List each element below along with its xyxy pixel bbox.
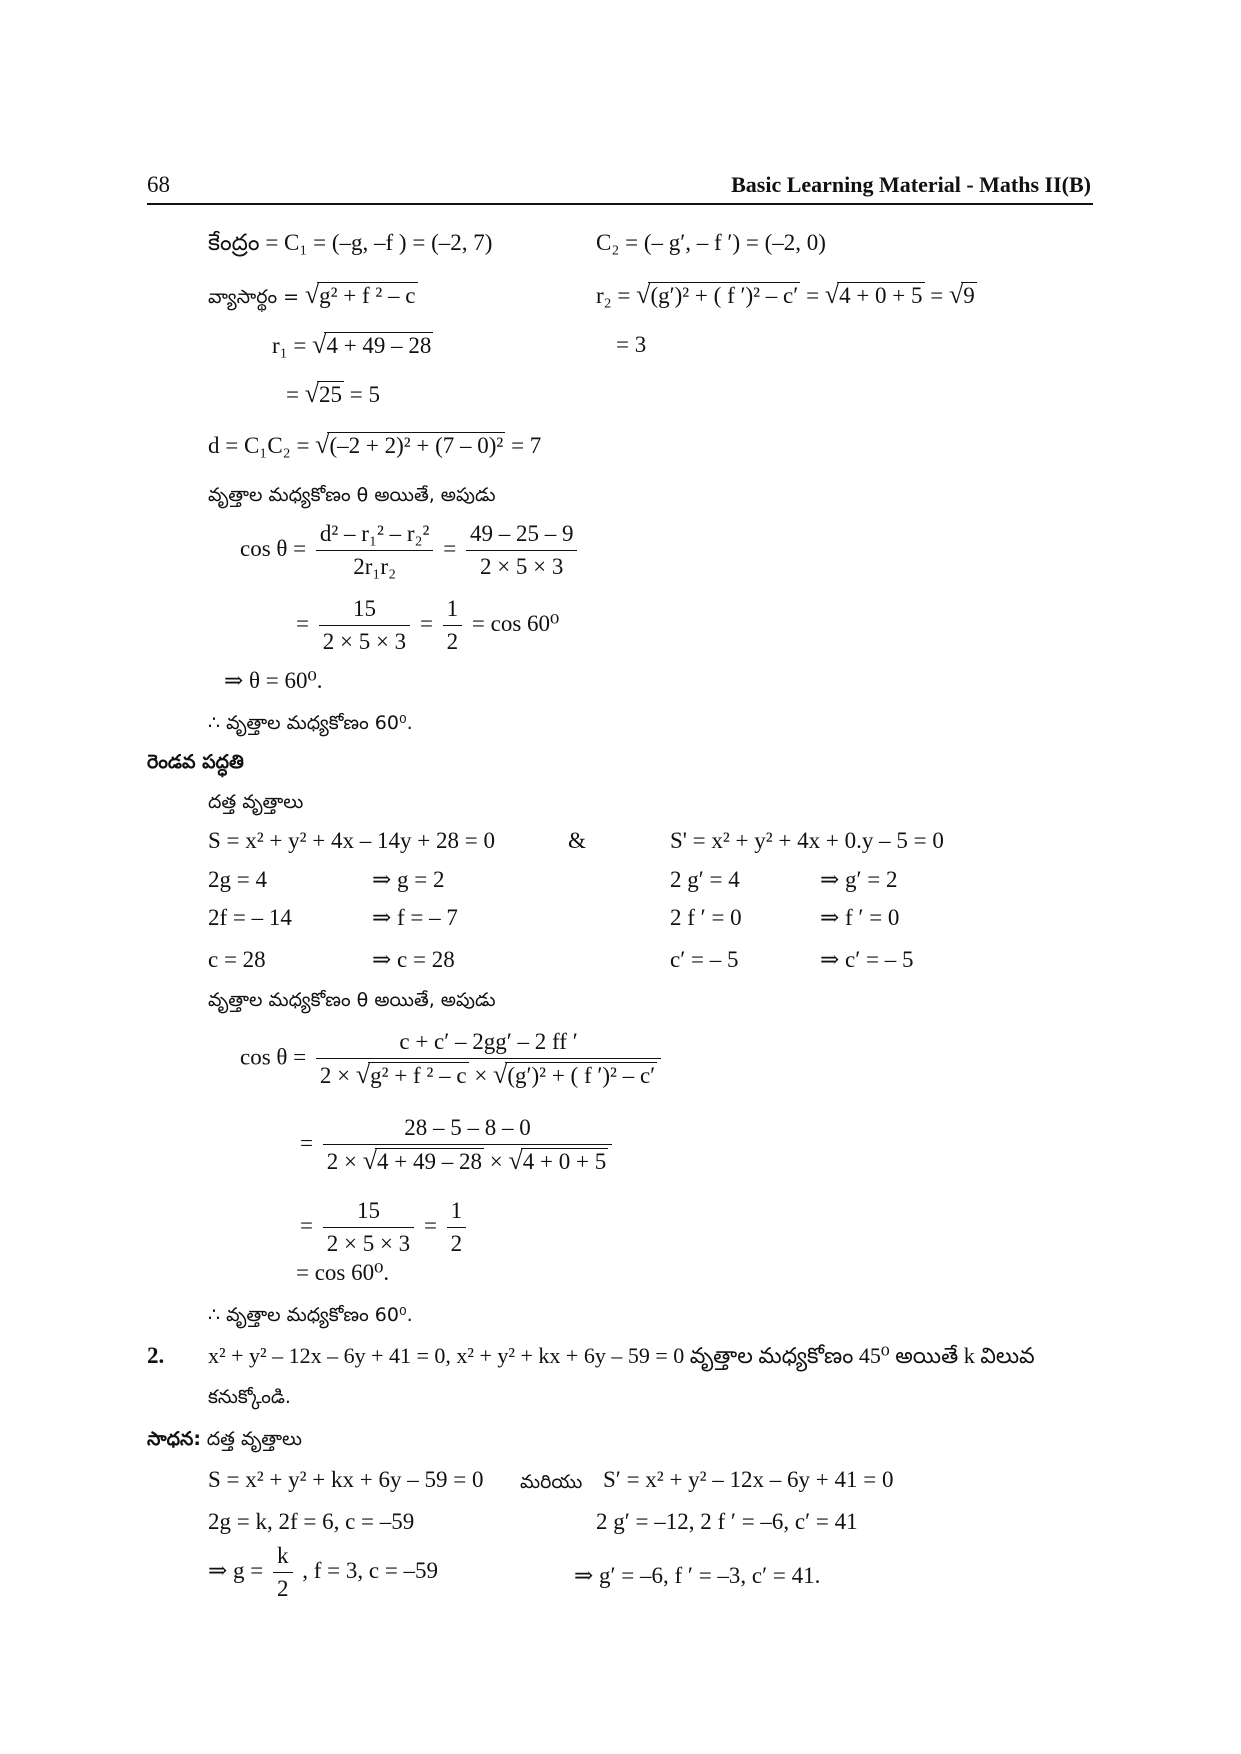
angle-intro-line: వృత్తాల మధ్యకోణం θ అయితే, అపుడు bbox=[208, 484, 496, 506]
g-prime-coefficient: 2 g′ = 4 bbox=[670, 867, 740, 892]
given-circles-label: దత్త వృత్తాలు bbox=[208, 791, 304, 813]
running-header-title: Basic Learning Material - Maths II(B) bbox=[731, 172, 1091, 197]
cos-formula-line: cos θ = $\frac{\text{d² – r₁² – r₂²}}{\text{2r₁r₂}}$ = $\frac{49 - 25 - 9}{2 \times 5 \times 3}$ bbox=[240, 520, 581, 581]
center-c2-line: C₂ = (– g′, – f ′) = (–2, 0) bbox=[596, 230, 826, 255]
solution-coefficients-s-prime: 2 g′ = –12, 2 f ′ = –6, c′ = 41 bbox=[596, 1509, 858, 1534]
distance-line: d = C₁C₂ = √(–2 + 2)² + (7 – 0)² = 7 bbox=[208, 430, 542, 459]
c-value: ⇒ c = 28 bbox=[372, 947, 455, 972]
radius-r1-result: = √25 = 5 bbox=[286, 379, 380, 408]
g-coefficient: 2g = 4 bbox=[208, 867, 267, 892]
solution-circle-s: S = x² + y² + kx + 6y – 59 = 0 bbox=[208, 1467, 484, 1492]
solution-circle-s-prime: S′ = x² + y² – 12x – 6y + 41 = 0 bbox=[603, 1467, 894, 1492]
header-rule bbox=[147, 203, 1093, 205]
conclusion-line-1: ∴ వృత్తాల మధ్యకోణం 60⁰. bbox=[208, 712, 413, 734]
question-text: x² + y² – 12x – 6y + 41 = 0, x² + y² + kx + 6y – 59 = 0 వృత్తాల మధ్యకోణం 45⁰ అయితే k విలువ bbox=[208, 1343, 1035, 1368]
c-prime-value: ⇒ c′ = – 5 bbox=[820, 947, 914, 972]
second-method-heading: రెండవ పద్ధతి bbox=[147, 751, 244, 773]
radius-r1-line: r₁ = √4 + 49 – 28 bbox=[272, 330, 432, 359]
f-prime-coefficient: 2 f ′ = 0 bbox=[670, 905, 742, 930]
page-number: 68 bbox=[147, 172, 170, 197]
cos-substitution: = $\frac{28 - 5 - 8 - 0}{2 \times √4 + 49 - 28 \times √4 + 0 + 5}$ bbox=[300, 1114, 616, 1176]
question-text-continued: కనుక్కోండి. bbox=[208, 1386, 291, 1408]
circle-s-prime-equation: S' = x² + y² + 4x + 0.y – 5 = 0 bbox=[670, 828, 944, 853]
f-value: ⇒ f = – 7 bbox=[372, 905, 458, 930]
f-coefficient: 2f = – 14 bbox=[208, 905, 292, 930]
radius-r2-line: r₂ = √(g′)² + ( f ′)² – c′ = √4 + 0 + 5 = √9 bbox=[596, 280, 975, 309]
c-prime-constant: c′ = – 5 bbox=[670, 947, 739, 972]
cos-simplified: = $\frac{15}{2 \times 5 \times 3}$ = $\frac{1}{2}$ bbox=[300, 1197, 470, 1258]
g-value: ⇒ g = 2 bbox=[372, 867, 445, 892]
ampersand: & bbox=[568, 828, 586, 853]
cos-60-line: = cos 60⁰. bbox=[296, 1260, 390, 1285]
theta-result-line: ⇒ θ = 60⁰. bbox=[224, 668, 323, 693]
g-prime-value: ⇒ g′ = 2 bbox=[820, 867, 898, 892]
solution-label-line: సాధన: దత్త వృత్తాలు bbox=[147, 1428, 303, 1450]
conclusion-line-2: ∴ వృత్తాల మధ్యకోణం 60⁰. bbox=[208, 1304, 413, 1326]
circle-s-equation: S = x² + y² + 4x – 14y + 28 = 0 bbox=[208, 828, 495, 853]
f-prime-value: ⇒ f ′ = 0 bbox=[820, 905, 900, 930]
radius-r2-result: = 3 bbox=[616, 332, 647, 357]
solution-values-s-prime: ⇒ g′ = –6, f ′ = –3, c′ = 41. bbox=[574, 1563, 821, 1588]
question-number: 2. bbox=[147, 1343, 165, 1368]
conjunction-and: మరియు bbox=[520, 1471, 583, 1493]
angle-intro-line-2: వృత్తాల మధ్యకోణం θ అయితే, అపుడు bbox=[208, 989, 496, 1011]
solution-values-s: ⇒ g = $\frac{k}{2}$ , f = 3, c = –59 bbox=[208, 1543, 439, 1601]
solution-coefficients-s: 2g = k, 2f = 6, c = –59 bbox=[208, 1509, 415, 1534]
cos-general-formula: cos θ = $\frac{c + c' - 2gg' - 2 ff '}{\text{2 × √g² + f ² – c × √(g′)² + ( f ′)² – c′}}$ bbox=[240, 1028, 665, 1090]
radius-formula-line: వ్యాసార్థం = √g² + f ² – c bbox=[208, 280, 416, 309]
cos-value-line: = $\frac{15}{2 \times 5 \times 3}$ = $\frac{1}{2}$ = cos 60⁰ bbox=[296, 596, 560, 654]
center-c1-line: కేంద్రం = C₁ = (–g, –f ) = (–2, 7) bbox=[208, 230, 493, 255]
c-constant: c = 28 bbox=[208, 947, 266, 972]
